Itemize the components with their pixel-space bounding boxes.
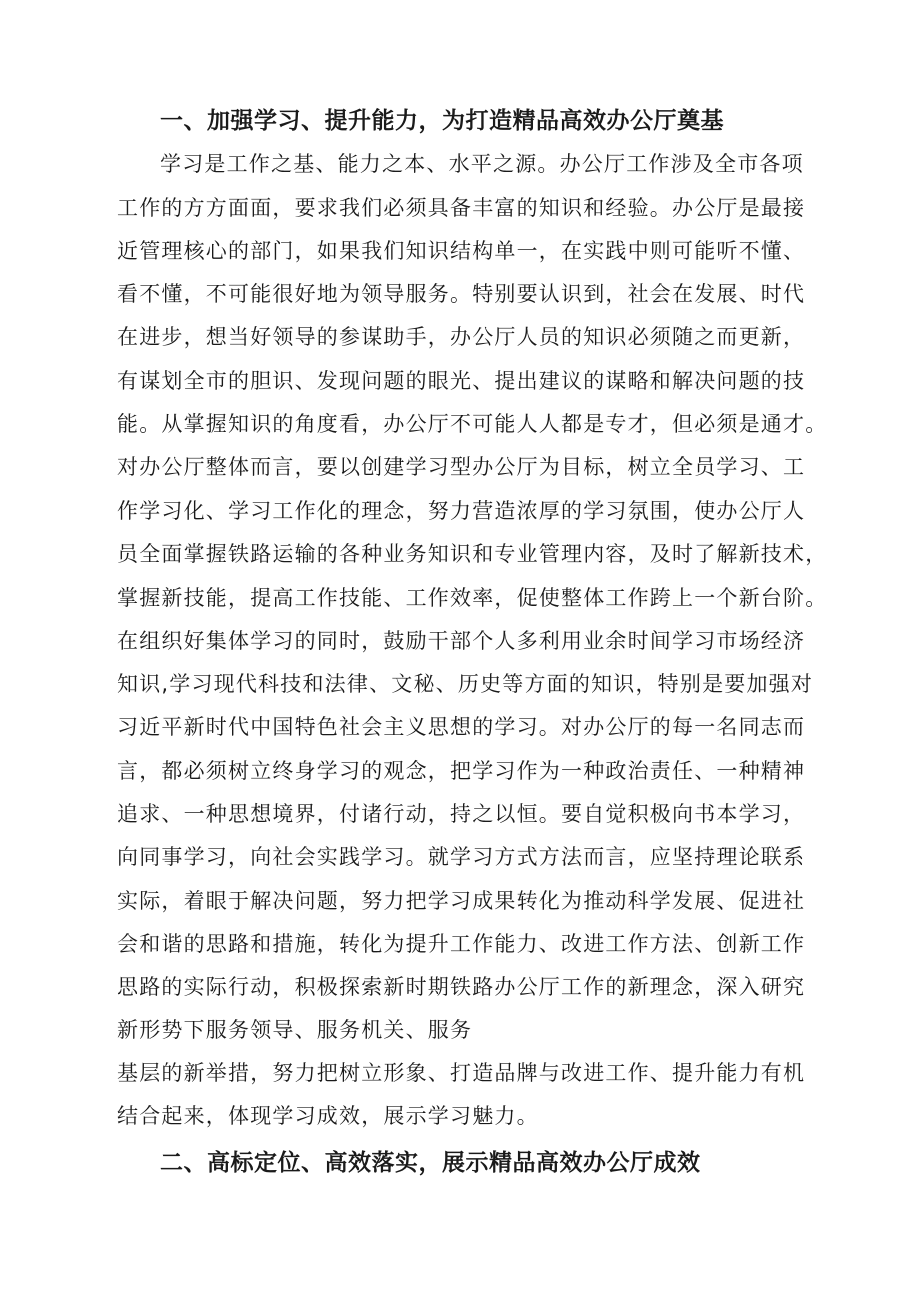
paragraph-line: 实际，着眼于解决问题，努力把学习成果转化为推动科学发展、促进社 bbox=[117, 889, 806, 913]
paragraph-line: 言，都必须树立终身学习的观念，把学习作为一种政治责任、一种精神 bbox=[117, 759, 806, 783]
paragraph-line: 新形势下服务领导、服务机关、服务 bbox=[117, 1018, 473, 1042]
paragraph-line: 习近平新时代中国特色社会主义思想的学习。对办公厅的每一名同志而 bbox=[117, 715, 806, 739]
paragraph-line: 工作的方方面面，要求我们必须具备丰富的知识和经验。办公厅是最接 bbox=[117, 196, 806, 220]
section-2-heading: 二、高标定位、高效落实，展示精品高效办公厅成效 bbox=[160, 1150, 701, 1176]
paragraph-line: 员全面掌握铁路运输的各种业务知识和专业管理内容，及时了解新技术， bbox=[117, 542, 828, 566]
paragraph-line: 会和谐的思路和措施，转化为提升工作能力、改进工作方法、创新工作 bbox=[117, 932, 806, 956]
paragraph-line: 向同事学习，向社会实践学习。就学习方式方法而言，应坚持理论联系 bbox=[117, 845, 806, 869]
paragraph-line: 在进步，想当好领导的参谋助手，办公厅人员的知识必须随之而更新， bbox=[117, 325, 806, 349]
paragraph-line: 掌握新技能，提高工作技能、工作效率，促使整体工作跨上一个新台阶。 bbox=[117, 586, 828, 610]
paragraph-line: 知识,学习现代科技和法律、文秘、历史等方面的知识，特别是要加强对 bbox=[117, 672, 814, 696]
paragraph-line: 基层的新举措，努力把树立形象、打造品牌与改进工作、提升能力有机 bbox=[117, 1061, 806, 1085]
paragraph-line: 学习是工作之基、能力之本、水平之源。办公厅工作涉及全市各项 bbox=[160, 152, 804, 176]
paragraph-line: 看不懂，不可能很好地为领导服务。特别要认识到，社会在发展、时代 bbox=[117, 282, 806, 306]
paragraph-line: 对办公厅整体而言，要以创建学习型办公厅为目标，树立全员学习、工 bbox=[117, 455, 806, 479]
paragraph-line: 有谋划全市的胆识、发现问题的眼光、提出建议的谋略和解决问题的技 bbox=[117, 369, 806, 393]
paragraph-line: 结合起来，体现学习成效，展示学习魅力。 bbox=[117, 1104, 539, 1128]
paragraph-line: 思路的实际行动，积极探索新时期铁路办公厅工作的新理念，深入研究 bbox=[117, 975, 806, 999]
paragraph-line: 追求、一种思想境界，付诸行动，持之以恒。要自觉积极向书本学习， bbox=[117, 802, 806, 826]
paragraph-line: 作学习化、学习工作化的理念，努力营造浓厚的学习氛围，使办公厅人 bbox=[117, 499, 806, 523]
paragraph-line: 在组织好集体学习的同时，鼓励干部个人多利用业余时间学习市场经济 bbox=[117, 629, 806, 653]
paragraph-line: 近管理核心的部门，如果我们知识结构单一，在实践中则可能听不懂、 bbox=[117, 239, 806, 263]
section-1-heading: 一、加强学习、提升能力，为打造精品高效办公厅奠基 bbox=[160, 108, 724, 134]
paragraph-line: 能。从掌握知识的角度看，办公厅不可能人人都是专才，但必须是通才。 bbox=[117, 412, 828, 436]
